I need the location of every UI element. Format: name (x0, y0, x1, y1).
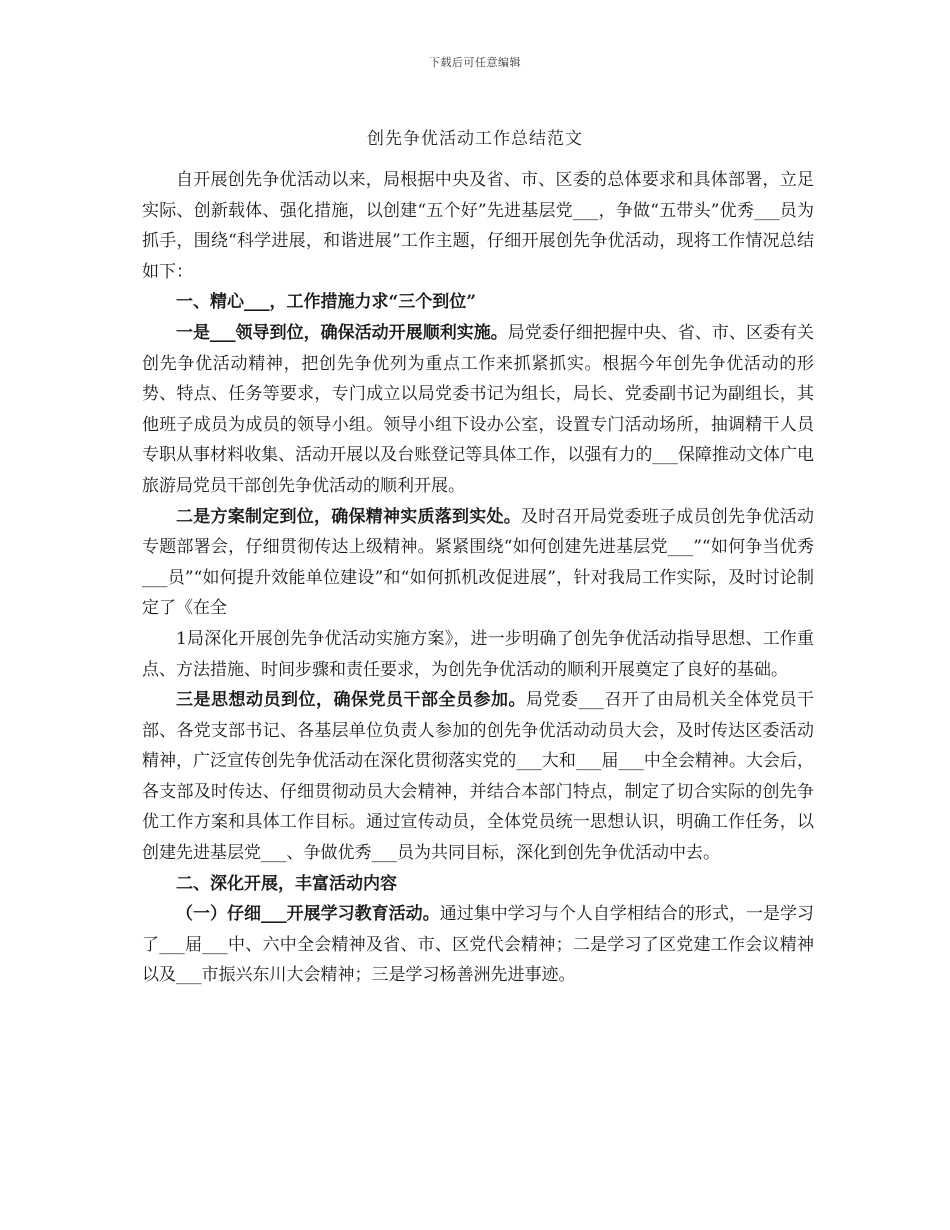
paragraph-1-body: 局党委仔细把握中央、省、市、区委有关创先争优活动精神，把创先争优列为重点工作来抓紧抓实。根据今年创先争优活动的形势、特点、任务等要求，专门成立以局党委书记为组长，局长、党委副书记为副组长，其他班子成员为成员的领导小组。领导小组下设办公室，设置专门活动场所，抽调精干人员专职从事材料收集、活动开展以及台账登记等具体工作，以强有力的___保障推动文体广电旅游局党员干部创先争优活动的顺利开展。 (142, 322, 815, 496)
paragraph-1 (142, 318, 814, 502)
paragraph-2-continued: 1局深化开展创先争优活动实施方案》，进一步明确了创先争优活动指导思想、工作重点、方法措施、时间步骤和责任要求，为创先争优活动的顺利开展奠定了良好的基础。 (142, 628, 814, 680)
paragraph-2-lead: 二是方案制定到位，确保精神实质落到实处。 (176, 506, 521, 527)
section-heading-1-text: 一、精心___，工作措施力求“三个到位” (176, 292, 477, 313)
paragraph-4-lead: （一）仔细___开展学习教育活动。 (176, 904, 440, 925)
section-heading-2-text: 二、深化开展，丰富活动内容 (176, 873, 397, 894)
document-body (142, 165, 814, 991)
paragraph-4-body: 通过集中学习与个人自学相结合的形式，一是学习了___届___中、六中全会精神及省、市、区党代会精神；二是学习了区党建工作会议精神以及___市振兴东川大会精神；三是学习杨善洲先进事迹。 (142, 904, 815, 986)
paragraph-2 (142, 502, 814, 624)
document-title: 创先争优活动工作总结范文 (367, 129, 583, 149)
intro-paragraph: 自开展创先争优活动以来，局根据中央及省、市、区委的总体要求和具体部署，立足实际、创新载体、强化措施，以创建“五个好”先进基层党___，争做“五带头”优秀___员为抓手，围绕“科学进展，和谐进展”工作主题，仔细开展创先争优活动，现将工作情况总结如下： (142, 170, 814, 282)
section-heading-1 (142, 287, 814, 318)
paragraph-3-body: 局党委___召开了由局机关全体党员干部、各党支部书记、各基层单位负责人参加的创先争优活动动员大会，及时传达区委活动精神，广泛宣传创先争优活动在深化贯彻落实党的___大和___届___中全会精神。大会后，各支部及时传达、仔细贯彻动员大会精神，并结合本部门特点，制定了切合实际的创先争优工作方案和具体工作目标。通过宣传动员，全体党员统一思想认识，明确工作任务，以创建先进基层党___、争做优秀___员为共同目标，深化到创先争优活动中去。 (142, 690, 814, 864)
paragraph-2-body: 及时召开局党委班子成员创先争优活动专题部署会，仔细贯彻传达上级精神。紧紧围绕“如何创建先进基层党___”“如何争当优秀___员”“如何提升效能单位建设”和“如何抓机改促进展”，针对我局工作实际，及时讨论制定了《在全 (142, 506, 814, 619)
paragraph-3-lead: 三是思想动员到位，确保党员干部全员参加。 (176, 690, 526, 711)
paragraph-4 (142, 899, 814, 991)
paragraph-1-lead: 一是___领导到位，确保活动开展顺利实施。 (176, 322, 508, 343)
section-heading-2 (142, 869, 814, 900)
header-note: 下载后可任意编辑 (429, 56, 521, 69)
paragraph-3 (142, 685, 814, 869)
